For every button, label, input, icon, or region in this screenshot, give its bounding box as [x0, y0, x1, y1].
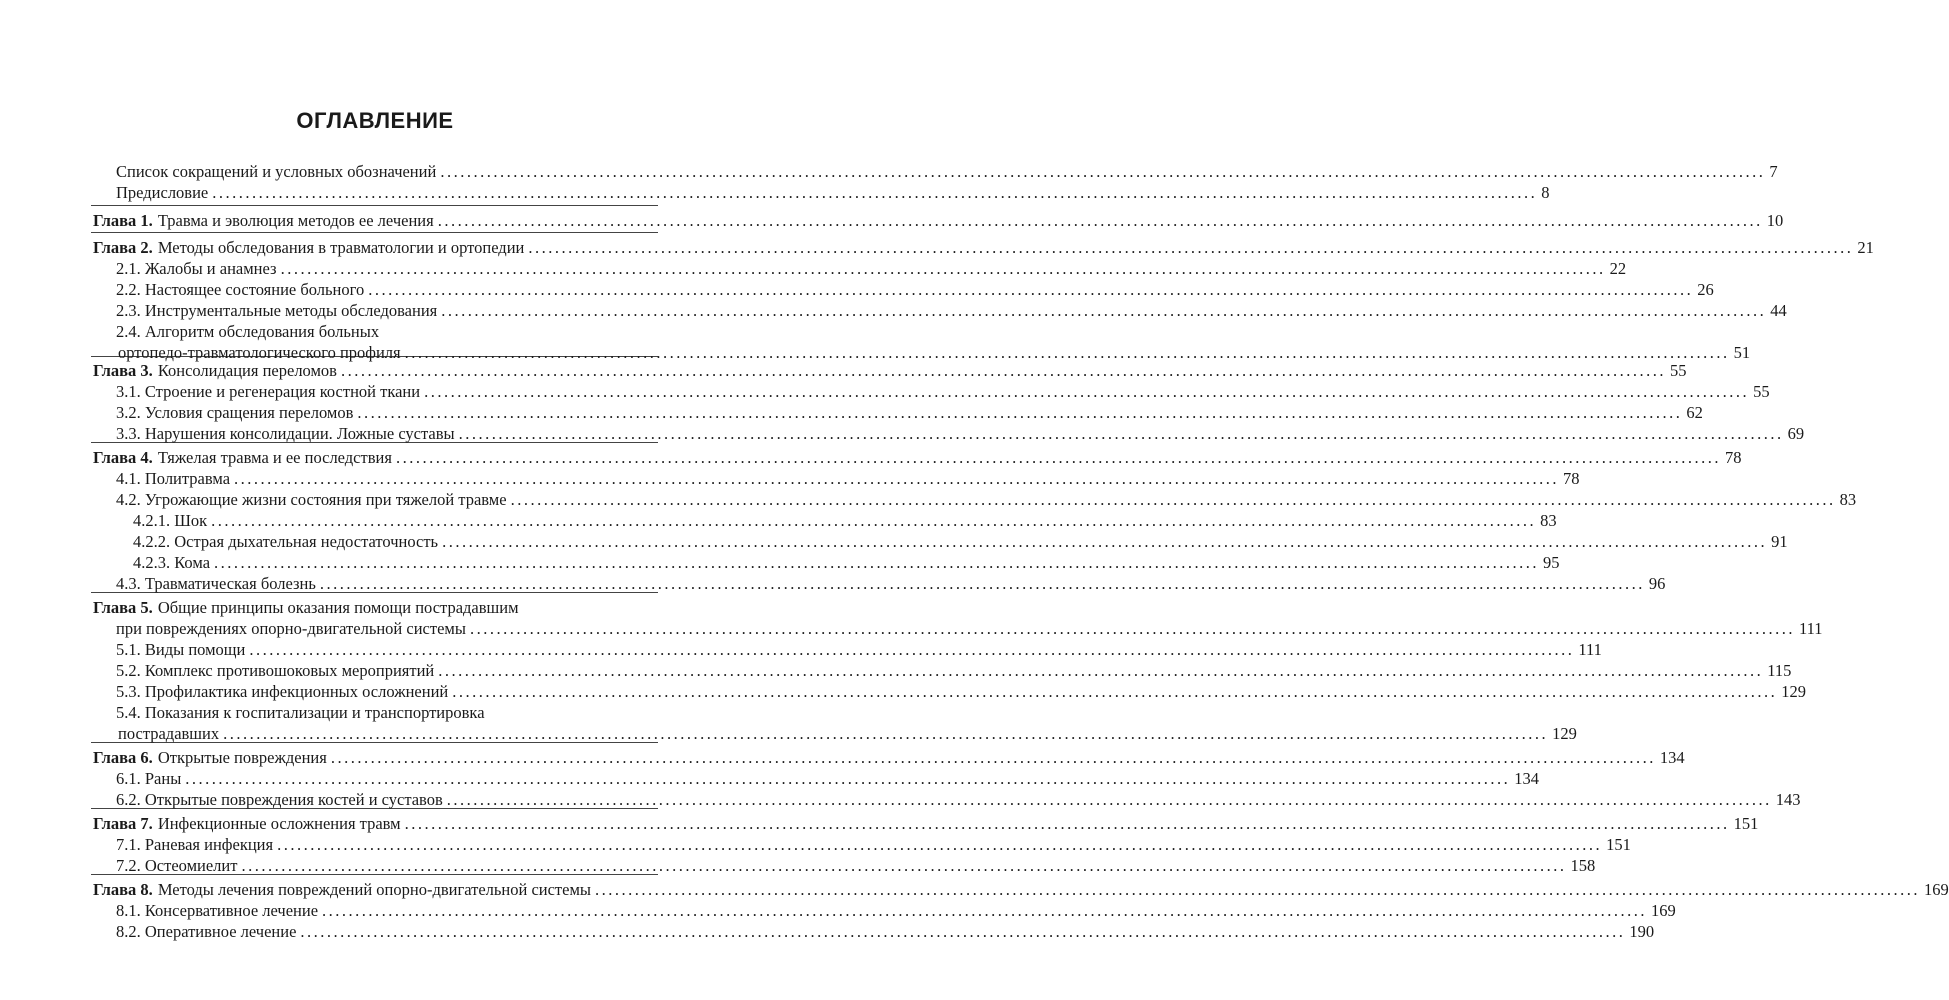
page-number: 95	[1543, 553, 1560, 572]
toc-entry[interactable]	[116, 768, 1540, 790]
entry-title: 6.1. Раны	[116, 769, 182, 788]
entry-title: 2.4. Алгоритм обследования больных	[116, 322, 380, 341]
dot-leader: ........................................................................................................................................................................................................	[458, 424, 1784, 443]
page-number: 115	[1767, 661, 1792, 680]
page-number: 151	[1606, 835, 1631, 854]
entry-title: 3.3. Нарушения консолидации. Ложные суставы	[116, 424, 455, 443]
toc-entry[interactable]	[116, 855, 1596, 877]
entry-title: Список сокращений и условных обозначений	[116, 162, 437, 181]
toc-chapter-entry[interactable]	[93, 210, 1784, 232]
entry-title: Открытые повреждения	[157, 748, 327, 767]
chapter-number: Глава 6.	[93, 748, 153, 767]
entry-title: ортопедо-травматологического профиля	[118, 343, 401, 362]
entry-title: 7.2. Остеомиелит	[116, 856, 238, 875]
dot-leader: ........................................................................................................................................................................................................	[441, 301, 1767, 320]
dot-leader: ........................................................................................................................................................................................................	[185, 769, 1511, 788]
page-number: 96	[1648, 574, 1666, 593]
page-number: 51	[1733, 343, 1751, 362]
dot-leader: ........................................................................................................................................................................................................	[249, 640, 1575, 659]
dot-leader: ........................................................................................................................................................................................................	[368, 280, 1694, 299]
entry-title: 5.2. Комплекс противошоковых мероприятий	[116, 661, 435, 680]
page-number: 151	[1733, 814, 1759, 833]
toc-entry[interactable]	[116, 489, 1857, 511]
page-number: 129	[1781, 682, 1806, 701]
chapter-divider	[91, 205, 658, 206]
toc-entry[interactable]	[116, 402, 1703, 424]
dot-leader: ........................................................................................................................................................................................................	[469, 619, 1795, 638]
toc-entry[interactable]	[116, 468, 1580, 490]
toc-chapter-entry[interactable]	[93, 237, 1874, 259]
dot-leader: ........................................................................................................................................................................................................	[330, 748, 1656, 767]
toc-entry[interactable]	[116, 789, 1801, 811]
toc-entry[interactable]	[116, 660, 1792, 682]
dot-leader: ........................................................................................................................................................................................................	[395, 448, 1721, 467]
page-number: 21	[1857, 238, 1874, 257]
dot-leader: ........................................................................................................................................................................................................	[212, 183, 1538, 202]
entry-title: Тяжелая травма и ее последствия	[157, 448, 392, 467]
entry-title: Инфекционные осложнения травм	[157, 814, 401, 833]
page-number: 8	[1541, 183, 1550, 202]
toc-entry[interactable]	[116, 300, 1787, 322]
dot-leader: ........................................................................................................................................................................................................	[319, 574, 1645, 593]
entry-title: Общие принципы оказания помощи пострадавшим	[157, 598, 519, 617]
toc-entry[interactable]	[133, 531, 1788, 553]
page-number: 169	[1651, 901, 1676, 920]
page-number: 83	[1839, 490, 1857, 509]
dot-leader: ........................................................................................................................................................................................................	[280, 259, 1606, 278]
entry-title: Консолидация переломов	[157, 361, 337, 380]
entry-title: Предисловие	[116, 183, 209, 202]
entry-title: 4.2.3. Кома	[133, 553, 211, 572]
toc-entry[interactable]	[116, 279, 1714, 301]
dot-leader: ........................................................................................................................................................................................................	[322, 901, 1648, 920]
dot-leader: ........................................................................................................................................................................................................	[437, 211, 1763, 230]
entry-title: Методы лечения повреждений опорно-двигательной системы	[157, 880, 591, 899]
chapter-number: Глава 1.	[93, 211, 153, 230]
page-number: 83	[1540, 511, 1557, 530]
dot-leader: ........................................................................................................................................................................................................	[300, 922, 1626, 941]
entry-title: 4.3. Травматическая болезнь	[116, 574, 316, 593]
dot-leader: ........................................................................................................................................................................................................	[211, 511, 1537, 530]
page-number: 69	[1787, 424, 1805, 443]
entry-title: 7.1. Раневая инфекция	[116, 835, 274, 854]
chapter-number: Глава 7.	[93, 814, 153, 833]
page-number: 62	[1686, 403, 1703, 422]
entry-title: 2.2. Настоящее состояние больного	[116, 280, 365, 299]
dot-leader: ........................................................................................................................................................................................................	[234, 469, 1560, 488]
toc-entry[interactable]	[116, 834, 1631, 856]
page-number: 190	[1629, 922, 1655, 941]
dot-leader: ........................................................................................................................................................................................................	[446, 790, 1772, 809]
page-number: 55	[1669, 361, 1687, 380]
entry-title: Методы обследования в травматологии и ортопедии	[157, 238, 525, 257]
page-number: 143	[1775, 790, 1801, 809]
entry-title: 5.1. Виды помощи	[116, 640, 246, 659]
chapter-number: Глава 8.	[93, 880, 153, 899]
dot-leader: ........................................................................................................................................................................................................	[357, 403, 1683, 422]
dot-leader: ........................................................................................................................................................................................................	[277, 835, 1603, 854]
entry-title: Травма и эволюция методов ее лечения	[157, 211, 434, 230]
dot-leader: ........................................................................................................................................................................................................	[510, 490, 1836, 509]
chapter-number: Глава 4.	[93, 448, 153, 467]
toc-entry[interactable]	[116, 900, 1676, 922]
toc-chapter-entry[interactable]	[93, 597, 519, 619]
toc-chapter-entry[interactable]	[93, 360, 1687, 382]
entry-title: при повреждениях опорно-двигательной системы	[116, 619, 466, 638]
entry-title: 8.1. Консервативное лечение	[116, 901, 319, 920]
dot-leader: ........................................................................................................................................................................................................	[404, 814, 1730, 833]
page-number: 91	[1771, 532, 1788, 551]
toc-entry[interactable]	[116, 258, 1627, 280]
page-number: 129	[1552, 724, 1577, 743]
toc-entry[interactable]	[116, 618, 1823, 640]
toc-chapter-entry[interactable]	[93, 747, 1685, 769]
chapter-number: Глава 2.	[93, 238, 153, 257]
page-number: 134	[1514, 769, 1540, 788]
entry-title: 5.3. Профилактика инфекционных осложнений	[116, 682, 449, 701]
chapter-number: Глава 5.	[93, 598, 153, 617]
entry-title: 4.2.2. Острая дыхательная недостаточность	[133, 532, 439, 551]
toc-entry[interactable]	[116, 921, 1655, 943]
toc-entry[interactable]	[116, 573, 1666, 595]
entry-title: пострадавших	[118, 724, 220, 743]
toc-entry[interactable]	[116, 161, 1778, 183]
page-number: 55	[1753, 382, 1770, 401]
page-number: 134	[1659, 748, 1685, 767]
entry-title: 3.2. Условия сращения переломов	[116, 403, 354, 422]
entry-title: 6.2. Открытые повреждения костей и суставов	[116, 790, 443, 809]
dot-leader: ........................................................................................................................................................................................................	[440, 162, 1766, 181]
entry-title: 2.1. Жалобы и анамнез	[116, 259, 277, 278]
toc-entry[interactable]	[116, 423, 1805, 445]
toc-chapter-entry[interactable]	[93, 879, 1949, 901]
dot-leader: ........................................................................................................................................................................................................	[452, 682, 1778, 701]
dot-leader: ........................................................................................................................................................................................................	[404, 343, 1730, 362]
chapter-number: Глава 3.	[93, 361, 153, 380]
dot-leader: ........................................................................................................................................................................................................	[241, 856, 1567, 875]
page-number: 111	[1798, 619, 1823, 638]
dot-leader: ........................................................................................................................................................................................................	[438, 661, 1764, 680]
page-number: 10	[1766, 211, 1784, 230]
toc-entry[interactable]	[116, 639, 1602, 661]
page-number: 26	[1697, 280, 1714, 299]
page-title: ОГЛАВЛЕНИЕ	[296, 108, 454, 133]
entry-title: 5.4. Показания к госпитализации и транспортировка	[116, 703, 485, 722]
toc-entry[interactable]	[133, 552, 1560, 574]
dot-leader: ........................................................................................................................................................................................................	[223, 724, 1549, 743]
toc-entry[interactable]	[116, 321, 379, 343]
toc-entry[interactable]	[133, 510, 1557, 532]
dot-leader: ........................................................................................................................................................................................................	[442, 532, 1768, 551]
page-number: 158	[1570, 856, 1596, 875]
toc-entry[interactable]	[116, 182, 1550, 204]
entry-title: 4.2. Угрожающие жизни состояния при тяжелой травме	[116, 490, 507, 509]
entry-title: 3.1. Строение и регенерация костной ткани	[116, 382, 421, 401]
dot-leader: ........................................................................................................................................................................................................	[595, 880, 1920, 899]
page-number: 78	[1724, 448, 1742, 467]
page-number: 7	[1769, 162, 1778, 181]
dot-leader: ........................................................................................................................................................................................................	[214, 553, 1540, 572]
toc-entry[interactable]	[116, 681, 1806, 703]
entry-title: 4.2.1. Шок	[133, 511, 208, 530]
toc-entry[interactable]	[116, 702, 485, 724]
toc-entry[interactable]	[116, 381, 1770, 403]
toc-entry[interactable]	[118, 723, 1577, 745]
toc-chapter-entry[interactable]	[93, 447, 1742, 469]
page-number: 111	[1578, 640, 1602, 659]
page-number: 169	[1924, 880, 1949, 899]
toc-chapter-entry[interactable]	[93, 813, 1759, 835]
chapter-divider	[91, 232, 658, 233]
entry-title: 2.3. Инструментальные методы обследования	[116, 301, 438, 320]
entry-title: 4.1. Политравма	[116, 469, 231, 488]
dot-leader: ........................................................................................................................................................................................................	[424, 382, 1750, 401]
page-number: 44	[1770, 301, 1787, 320]
dot-leader: ........................................................................................................................................................................................................	[340, 361, 1666, 380]
page-number: 78	[1563, 469, 1580, 488]
dot-leader: ........................................................................................................................................................................................................	[528, 238, 1854, 257]
entry-title: 8.2. Оперативное лечение	[116, 922, 297, 941]
page-number: 22	[1609, 259, 1627, 278]
